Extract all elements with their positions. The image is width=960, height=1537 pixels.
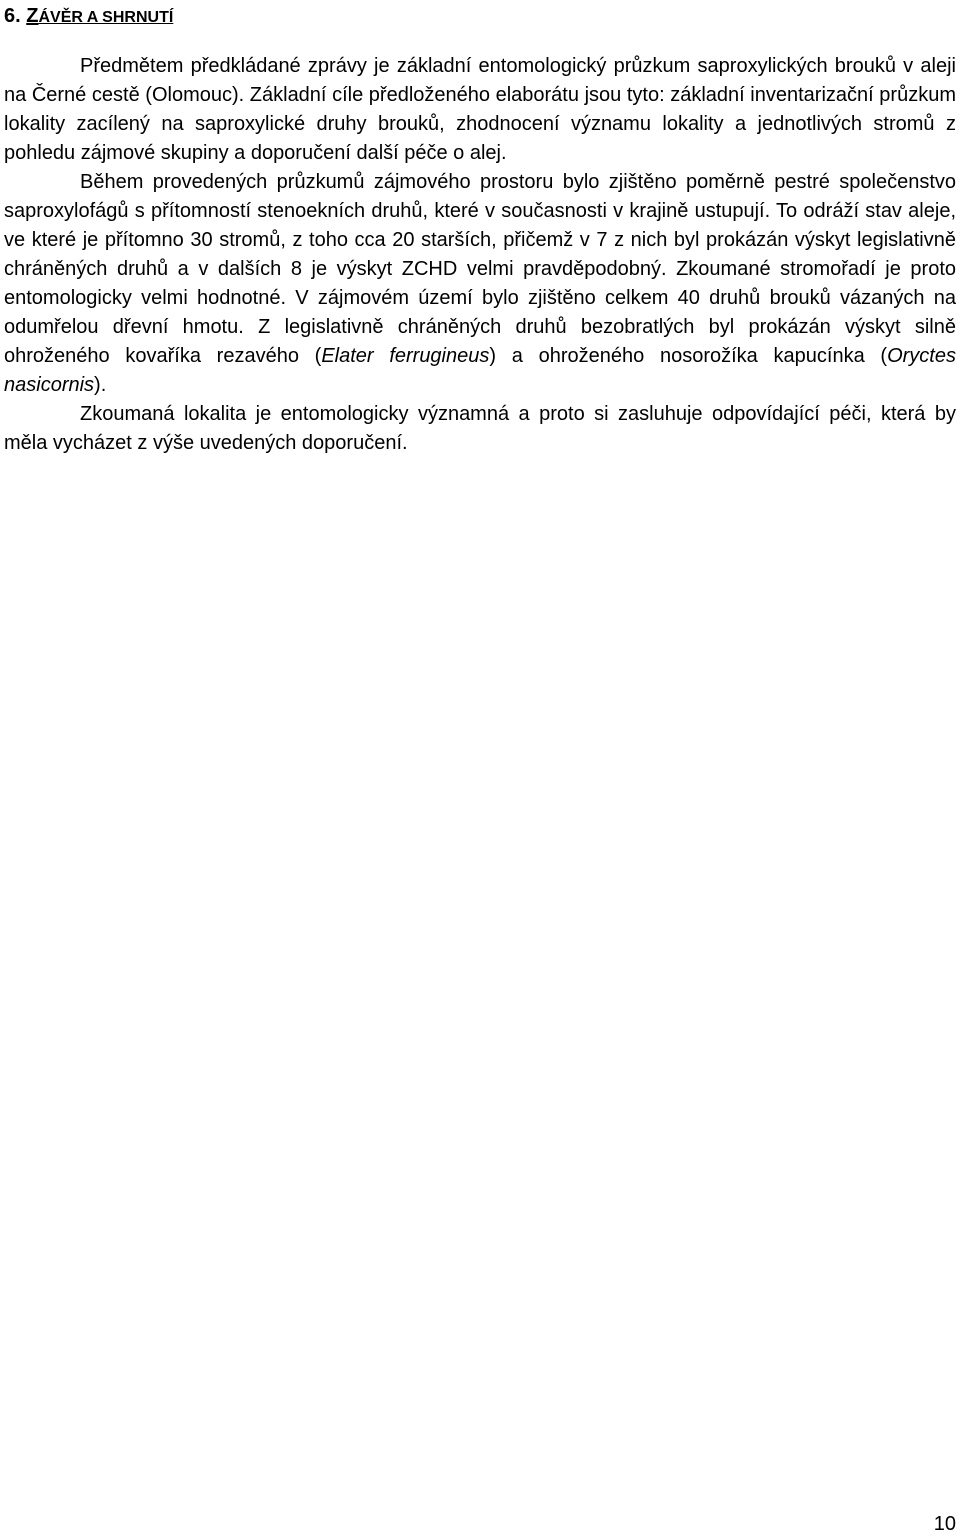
findings-text-1: Během provedených průzkumů zájmového prostoru bylo zjištěno poměrně pestré společenstvo saproxylofágů s přítomností stenoekních druhů, které v současnosti v krajině ustupují. To odráží stav aleje, ve které je přítomno 30 stromů, z toho cca 20 starších, přičemž v 7 z nich byl prokázán výskyt legislativně chráněných druhů a v dalších 8 je výskyt ZCHD velmi pravděpodobný. Zkoumané stromořadí je proto entomologicky velmi hodnotné. V zájmovém území bylo zjištěno celkem 40 druhů brouků vázaných na odumřelou dřevní hmotu. Z legislativně chráněných druhů bezobratlých byl prokázán výskyt silně ohroženého kovaříka rezavého ( [4,171,956,367]
section-heading [4,4,173,30]
paragraph-conclusion: Zkoumaná lokalita je entomologicky významná a proto si zasluhuje odpovídající péči, která by měla vycházet z výše uvedených doporučení. [4,403,956,454]
species-name-elater: Elater ferrugineus [321,345,490,367]
findings-text-2: ) a ohroženého nosorožíka kapucínka ( [489,345,888,367]
species-name-oryctes: Oryctes nasicornis [4,345,956,396]
section-title-rest: ÁVĚR A SHRNUTÍ [38,9,174,26]
section-title-initial: Z [26,5,39,27]
paragraph-findings [4,168,956,400]
page-number: 10 [933,1513,956,1535]
findings-text-3: ). [94,374,107,396]
section-body [4,52,956,458]
paragraph-aim: Předmětem předkládané zprávy je základní entomologický průzkum saproxylických brouků v aleji na Černé cestě (Olomouc). Základní cíle předloženého elaborátu jsou tyto: základní inventarizační průzkum lokality zacílený na saproxylické druhy brouků, zhodnocení významu lokality a jednotlivých stromů z pohledu zájmové skupiny a doporučení další péče o alej. [4,55,956,164]
section-number: 6. [4,5,21,27]
